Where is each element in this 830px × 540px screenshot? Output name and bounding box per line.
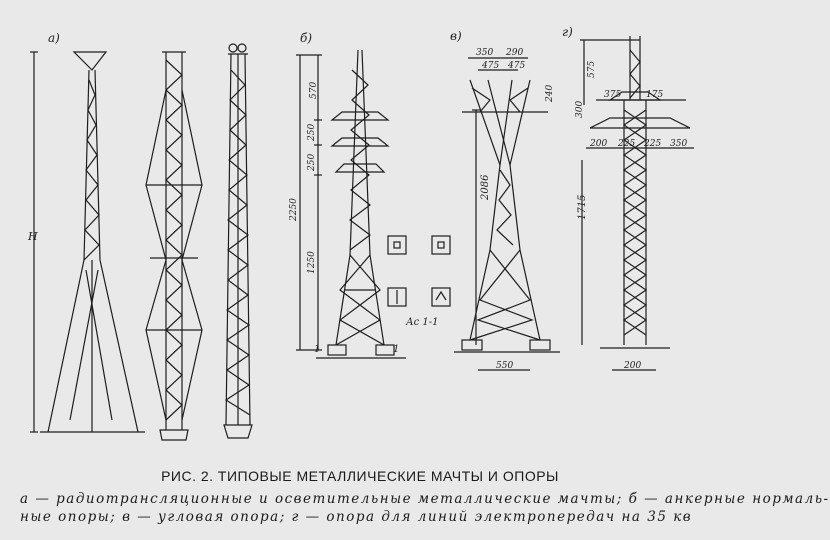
angle-tower xyxy=(454,80,560,352)
dim-b-2: 250 xyxy=(307,123,317,141)
caption-line-1: а — радиотрансляционные и осветительные металлические мачты; б — анкерные нормаль- xyxy=(20,491,830,507)
dim-g-6: 225 xyxy=(618,139,636,149)
panel-label-v: в) xyxy=(450,29,462,43)
dim-v-1: 350 xyxy=(476,48,494,58)
marker-b-right: 1 xyxy=(393,344,400,355)
panel-g xyxy=(562,25,694,371)
power-line-tower xyxy=(590,36,690,348)
dim-v-height: 2086 xyxy=(480,174,491,200)
lighting-mast-2 xyxy=(224,44,252,438)
dim-v-2: 290 xyxy=(506,48,524,58)
dim-b-3: 250 xyxy=(307,153,317,171)
dim-v-3: 475 xyxy=(482,61,500,71)
dim-b-5: 1250 xyxy=(307,251,317,274)
dim-a-height: Н xyxy=(28,230,38,243)
panel-label-g: г) xyxy=(562,25,573,39)
marker-b-left: 1 xyxy=(314,344,321,355)
dim-g-base: 200 xyxy=(624,361,642,371)
dim-b-4: 2250 xyxy=(289,198,299,221)
caption-line-2: ные опоры; в — угловая опора; г — опора для линий электропередач на 35 кв xyxy=(20,509,693,525)
figure-caption xyxy=(20,468,830,526)
panel-label-b: б) xyxy=(300,31,313,45)
panel-a xyxy=(27,31,252,440)
caption-title: РИС. 2. ТИПОВЫЕ МЕТАЛЛИЧЕСКИЕ МАЧТЫ И ОПОРЫ xyxy=(161,468,559,484)
anchor-tower xyxy=(316,50,406,358)
dim-g-3: 375 xyxy=(604,90,622,100)
section-label: Ас 1-1 xyxy=(406,317,439,328)
dim-v-4: 475 xyxy=(508,61,526,71)
dim-g-8: 350 xyxy=(670,139,688,149)
dim-g-height: 1715 xyxy=(577,194,588,220)
section-details xyxy=(388,236,450,306)
dim-g-1: 575 xyxy=(587,60,597,78)
dim-b-1: 570 xyxy=(309,81,319,99)
dim-g-7: 225 xyxy=(644,139,662,149)
dim-v-base: 550 xyxy=(496,361,514,371)
dim-v-5: 240 xyxy=(545,84,555,102)
panel-b xyxy=(289,31,450,358)
dim-g-4: 175 xyxy=(646,90,664,100)
panel-label-a: а) xyxy=(48,31,60,45)
panel-v xyxy=(450,29,560,371)
dim-g-2: 300 xyxy=(575,100,585,118)
lighting-mast-1 xyxy=(146,52,202,440)
dim-g-5: 200 xyxy=(590,139,608,149)
radio-mast xyxy=(40,52,145,432)
